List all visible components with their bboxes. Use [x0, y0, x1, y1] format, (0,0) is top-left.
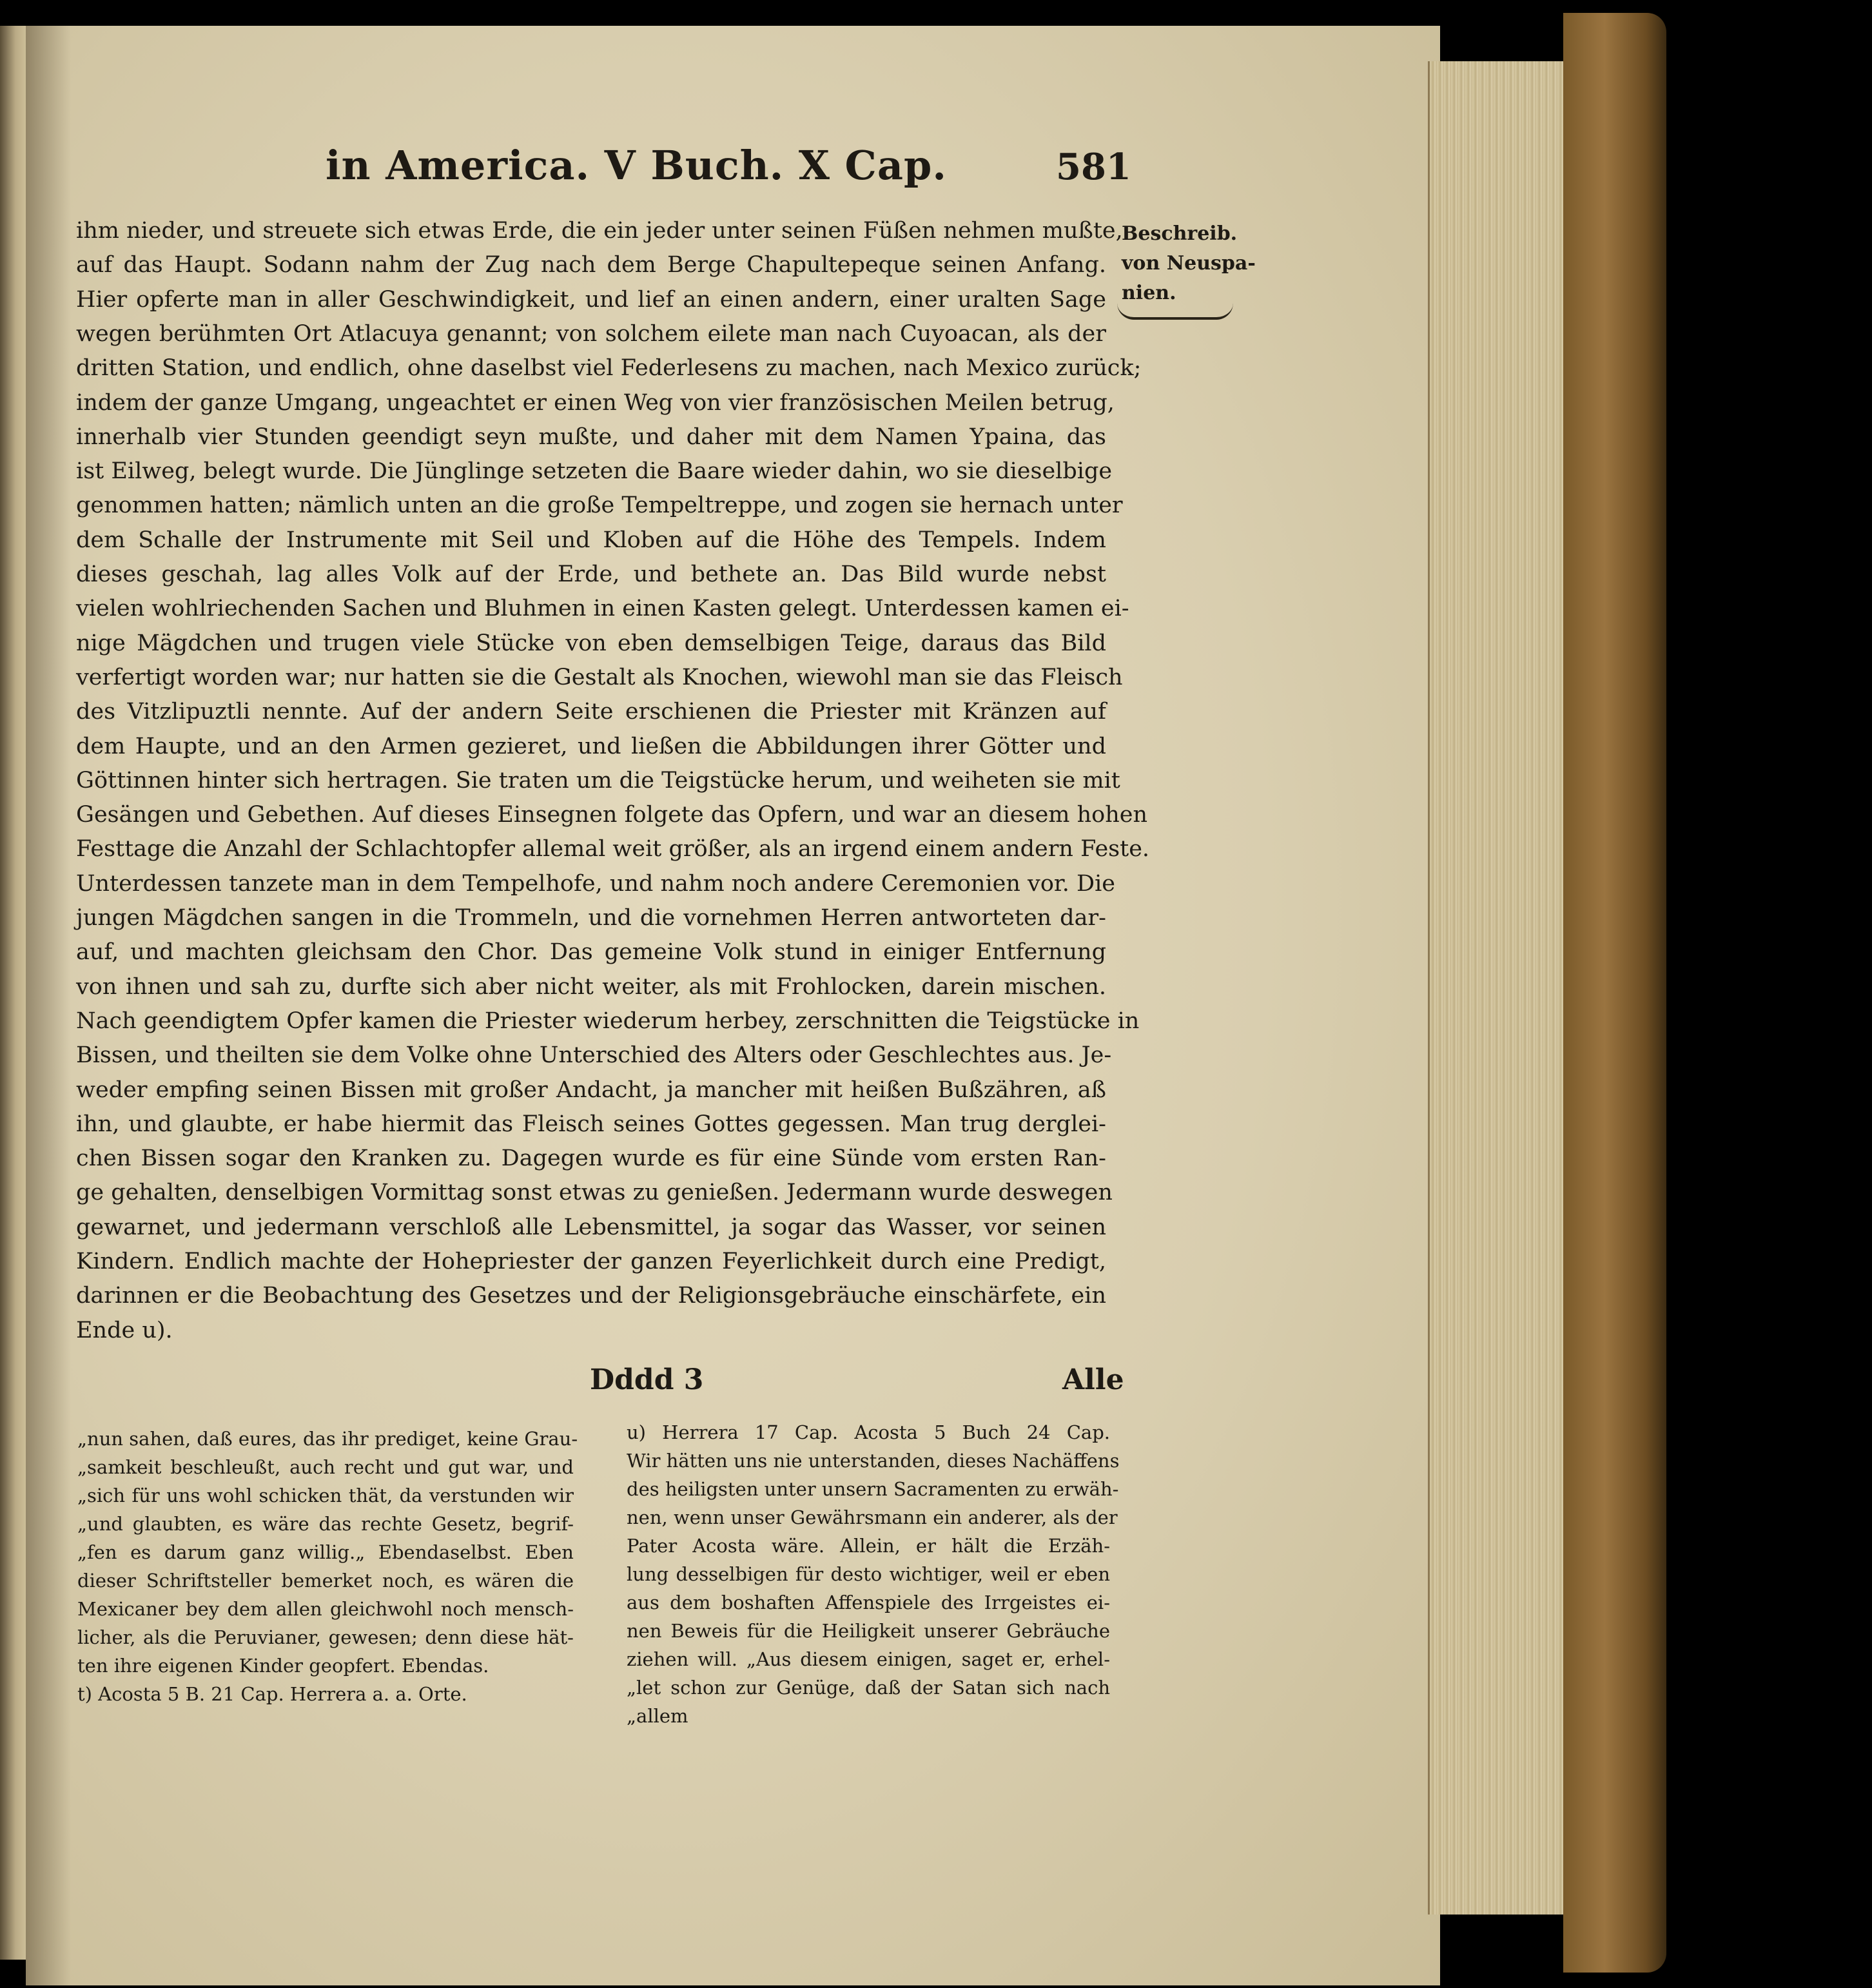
footnote-line: „fen es darum ganz willig.„ Ebendaselbst. Eben — [77, 1541, 574, 1563]
body-line: innerhalb vier Stunden geendigt seyn mußte, und daher mit dem Namen Ypaina, das — [76, 424, 1106, 450]
footnote-line: Wir hätten uns nie unterstanden, dieses Nachäffens — [627, 1450, 1120, 1472]
catchword: Alle — [1062, 1363, 1124, 1396]
body-line: Festtage die Anzahl der Schlachtopfer allemal weit größer, als an irgend einem andern Feste. — [76, 836, 1150, 862]
body-line: Nach geendigtem Opfer kamen die Priester wiederum herbey, zerschnitten die Teigstücke in — [76, 1008, 1140, 1034]
body-line: Göttinnen hinter sich hertragen. Sie traten um die Teigstücke herum, und weiheten sie mit — [76, 767, 1120, 794]
footnote-line: aus dem boshaften Affenspiele des Irrgeistes ei- — [627, 1592, 1110, 1613]
body-line: Bissen, und theilten sie dem Volke ohne Unterschied des Alters oder Geschlechtes aus. Je- — [76, 1042, 1112, 1069]
body-line: dem Schalle der Instrumente mit Seil und Kloben auf die Höhe des Tempels. Indem — [76, 527, 1106, 553]
margin-note-line: Beschreib. — [1122, 222, 1238, 245]
body-line: Kindern. Endlich machte der Hohepriester der ganzen Feyerlichkeit durch eine Predigt, — [76, 1249, 1106, 1274]
body-line: genommen hatten; nämlich unten an die große Tempeltreppe, und zogen sie hernach unter — [76, 492, 1123, 519]
footnote-line: nen, wenn unser Gewährsmann ein anderer, als der — [627, 1506, 1118, 1528]
body-line: von ihnen und sah zu, durfte sich aber nicht weiter, als mit Frohlocken, darein mischen. — [76, 973, 1106, 1000]
body-line: chen Bissen sogar den Kranken zu. Dagegen wurde es für eine Sünde vom ersten Ran- — [76, 1145, 1106, 1172]
footnote-line: t) Acosta 5 B. 21 Cap. Herrera a. a. Orte. — [77, 1683, 467, 1705]
body-line: jungen Mägdchen sangen in die Trommeln, und die vornehmen Herren antworteten dar- — [76, 905, 1106, 931]
book-cover — [1563, 13, 1666, 1973]
footnote-line: des heiligsten unter unsern Sacramenten zu erwäh- — [627, 1478, 1119, 1500]
body-line: ihm nieder, und streuete sich etwas Erde, die ein jeder unter seinen Füßen nehmen mußte, — [76, 218, 1123, 244]
footnote-line: dieser Schriftsteller bemerket noch, es wären die — [77, 1570, 574, 1592]
page-edges — [1428, 61, 1565, 1915]
page-number: 581 — [1056, 146, 1131, 188]
signature-mark: Dddd 3 — [590, 1363, 704, 1396]
footnote-line: „let schon zur Genüge, daß der Satan sich nach — [627, 1677, 1110, 1699]
body-line: Gesängen und Gebethen. Auf dieses Einsegnen folgete das Opfern, und war an diesem hohen — [76, 802, 1148, 828]
footnotes-left — [77, 1425, 578, 1708]
footnote-line: nen Beweis für die Heiligkeit unserer Gebräuche — [627, 1620, 1110, 1642]
body-line: auf das Haupt. Sodann nahm der Zug nach dem Berge Chapultepeque seinen Anfang. — [76, 252, 1106, 278]
footnote-line: ziehen will. „Aus diesem einigen, saget er, erhel- — [627, 1648, 1110, 1670]
margin-note-line: von Neuspa- — [1122, 252, 1256, 275]
footnote-line: Mexicaner bey dem allen gleichwohl noch mensch- — [77, 1598, 574, 1620]
body-line: gewarnet, und jedermann verschloß alle Lebensmittel, ja sogar das Wasser, vor seinen — [76, 1214, 1106, 1240]
body-line: Unterdessen tanzete man in dem Tempelhofe, und nahm noch andere Ceremonien vor. Die — [76, 870, 1115, 897]
body-line: weder empfing seinen Bissen mit großer Andacht, ja mancher mit heißen Bußzähren, aß — [76, 1077, 1106, 1103]
margin-note-line: nien. — [1122, 282, 1176, 304]
margin-note — [1122, 219, 1257, 308]
gutter-shadow — [26, 26, 71, 1985]
body-line: dritten Station, und endlich, ohne daselbst viel Federlesens zu machen, nach Mexico zurück; — [76, 355, 1142, 382]
footnote-line: u) Herrera 17 Cap. Acosta 5 Buch 24 Cap. — [627, 1421, 1110, 1443]
body-line: Hier opferte man in aller Geschwindigkeit, und lief an einen andern, einer uralten Sage — [76, 286, 1106, 313]
body-line: auf, und machten gleichsam den Chor. Das gemeine Volk stund in einiger Entfernung — [76, 939, 1106, 966]
footnote-line: licher, als die Peruvianer, gewesen; denn diese hät- — [77, 1626, 574, 1648]
footnote-line: ten ihre eigenen Kinder geopfert. Ebendas. — [77, 1655, 489, 1677]
left-page-edge — [0, 26, 26, 1960]
body-line: vielen wohlriechenden Sachen und Bluhmen in einen Kasten gelegt. Unterdessen kamen ei- — [76, 596, 1129, 622]
body-line: indem der ganze Umgang, ungeachtet er einen Weg von vier französischen Meilen betrug, — [76, 389, 1115, 416]
body-line: des Vitzlipuztli nennte. Auf der andern Seite erschienen die Priester mit Kränzen auf — [76, 699, 1106, 725]
footnote-line: „nun sahen, daß eures, das ihr prediget, keine Grau- — [77, 1428, 578, 1450]
body-line: verfertigt worden war; nur hatten sie die Gestalt als Knochen, wiewohl man sie das Fleisch — [76, 664, 1123, 690]
body-line: ist Eilweg, belegt wurde. Die Jünglinge setzeten die Baare wieder dahin, wo sie dieselbige — [76, 458, 1113, 485]
body-line: Ende u). — [76, 1317, 173, 1343]
footnote-line: „und glaubten, es wäre das rechte Gesetz, begrif- — [77, 1513, 574, 1535]
running-title: in America. V Buch. X Cap. — [326, 142, 947, 189]
body-line: darinnen er die Beobachtung des Gesetzes und der Religionsgebräuche einschärfete, ein — [76, 1283, 1106, 1309]
body-line: nige Mägdchen und trugen viele Stücke von eben demselbigen Teige, daraus das Bild — [76, 630, 1106, 656]
body-line: wegen berühmten Ort Atlacuya genannt; von solchem eilete man nach Cuyoacan, als der — [76, 320, 1106, 347]
footnote-line: Pater Acosta wäre. Allein, er hält die Erzäh- — [627, 1535, 1110, 1557]
body-line: dieses geschah, lag alles Volk auf der Erde, und bethete an. Das Bild wurde nebst — [76, 561, 1106, 587]
body-line: dem Haupte, und an den Armen gezieret, und ließen die Abbildungen ihrer Götter und — [76, 733, 1106, 759]
body-line: ge gehalten, denselbigen Vormittag sonst etwas zu genießen. Jedermann wurde deswegen — [76, 1180, 1113, 1206]
footnote-line: „allem — [627, 1705, 688, 1727]
footnote-line: „sich für uns wohl schicken thät, da verstunden wir — [77, 1485, 574, 1506]
body-line: ihn, und glaubte, er habe hiermit das Fleisch seines Gottes gegessen. Man trug derglei- — [76, 1111, 1106, 1137]
footnote-line: lung desselbigen für desto wichtiger, weil er eben — [627, 1563, 1110, 1585]
footnote-line: „samkeit beschleußt, auch recht und gut war, und — [77, 1456, 574, 1478]
margin-brace — [1117, 303, 1233, 320]
footnotes-right — [627, 1418, 1120, 1730]
